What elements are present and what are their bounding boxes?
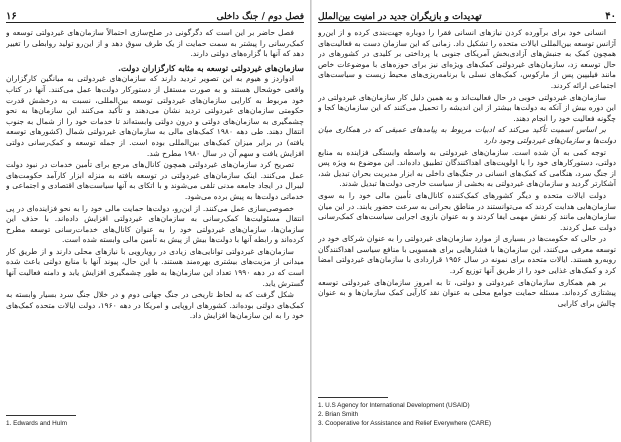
- footnote-rule: [318, 397, 388, 398]
- left-page-body: [6, 28, 304, 322]
- right-page: [318, 0, 616, 442]
- paragraph: در حالی که حکومت‌ها در بسیاری از موارد سازمان‌های غیردولتی را به عنوان شرکای خود در توسعه معرفی می‌کنند، این سازمان‌ها با فشارهایی برای همسویی با منافع سیاسی اهداکنندگان روبه‌رو هستند. ایالات متحده برای نمونه در سال ۱۹۵۶ قراردادی با سازمان‌های غیردولتی امضا کرد و کمک‌های غذایی خود را از طریق آنها توزیع کرد.: [318, 234, 616, 276]
- page-number: ۱۶: [6, 11, 17, 22]
- footnote-rule: [6, 415, 76, 416]
- running-title: فصل دوم / جنگ داخلی: [216, 12, 304, 22]
- section-heading: سازمان‌های غیردولتی توسعه به مثابه کارگزاران دولت.: [118, 62, 304, 73]
- right-page-body: [318, 28, 616, 309]
- page-number: ۴۰: [605, 11, 616, 22]
- footnote: 1. U.S Agency for International Development (USAID): [318, 402, 470, 409]
- footnote: 1. Edwards and Hulm: [6, 420, 68, 427]
- paragraph: بر اساس اسمیت تأکید می‌کند که ادبیات مربوط به پیامدهای عمیقی که در همکاری میان دولت‌ها و سازمان‌های غیردولتی وجود دارد: [318, 125, 616, 145]
- paragraph: سازمان‌های غیردولتی خوبی در حال فعالیت‌اند و به همین دلیل کار سازمان‌های غیردولتی در این دوره بیش از آنکه به دولت‌ها بیشتر از این اندیشه را تحمیل می‌کنند که این سازمان‌ها کجا و چگونه فعالیت خود را انجام دهند.: [318, 92, 616, 123]
- paragraph: بر هم همکاری سازمان‌های غیردولتی و دولتی، تا به امروز سازمان‌های غیردولتی توسعه پیشتازی کرده‌اند. مسئله حمایت جوامع محلی به عنوان نقد کارآیی کمک سازمان‌ها و به عنوان چالش برای کارایی: [318, 277, 616, 308]
- book-gutter: [310, 0, 312, 442]
- footnote: 3. Cooperative for Assistance and Relief Everywhere (CARE): [318, 420, 491, 427]
- paragraph: انسانی خود برای برآورده کردن نیازهای انسانی فقرا را دوباره جهت‌بندی کرده و از این‌رو آژانس توسعه بین‌المللی ایالات متحده را تشکیل داد. زمانی که این سازمان دست به فعالیت‌های همچون کمک به جنبش‌های آزادی‌بخش آمریکای جنوبی یا پرداختی بر کلیدی در کشورهای در حال توسعه زد، سازمان‌های غیردولتی کمک‌های ویژه‌ای نیز برای حوزه‌های با موضوعات خاص مانند فیلیپین پس از مارکوس، کمک‌های نسلی یا برنامه‌ریزی‌های محیط زیست و سیاست‌های اجتماعی ارائه کردند.: [318, 28, 616, 90]
- left-page: [6, 0, 304, 442]
- paragraph: خصوصی‌سازی عمل می‌کنند. از این‌رو، دولت‌ها حمایت مالی خود را به نحو فزاینده‌ای در پی انتقال مسئولیت‌ها کمک‌رسانی به سازمان‌های غیردولتی افزایش داده‌اند. با حذف این سازمان‌ها، سازمان‌های غیردولتی خود را به عنوان کانال‌های خدمات‌رسانی توسعه مطرح کرده‌اند و رابطه آنها با دولت‌ها بیش از پیش به تأمین مالی وابسته شده است.: [6, 203, 304, 245]
- paragraph: سازمان‌های غیردولتی توانایی‌های زیادی در رویارویی با نیازهای محلی دارند و از طریق کار میدانی از مزیت‌های بیشتری بهره‌مند هستند. با این حال، پیوند آنها با منابع دولتی باعث شده است که در دهه ۱۹۹۰ تعداد این سازمان‌ها به طور چشمگیری افزایش یابد و دامنه فعالیت آنها گسترش یابد.: [6, 246, 304, 288]
- paragraph: شکل گرفت که به لحاظ تاریخی در جنگ جهانی دوم و در خلال جنگ سرد بسیار وابسته به کمک‌های دولتی بوده‌اند. کشورهای اروپایی و امریکا در دهه ۱۹۶۰، دولت ایالات متحده کمک‌های خود را به این سازمان‌ها افزایش داد.: [6, 290, 304, 321]
- paragraph: توجه کمی به آن شده است. سازمان‌های غیردولتی به واسطه وابستگی فزاینده به منابع دولتی، دستورکارهای خود را با اولویت‌های اهداکنندگان تطبیق داده‌اند. این موضوع به ویژه پس از جنگ سرد، هنگامی که کمک‌های انسانی در جنگ‌های داخلی به ابزار مدیریت بحران تبدیل شد، آشکارتر گردید و سازمان‌های غیردولتی به بخشی از سیاست خارجی دولت‌ها تبدیل شدند.: [318, 147, 616, 189]
- right-page-header: [318, 6, 616, 23]
- running-title: تهدیدات و بازیگران جدید در امنیت بین‌الملل: [318, 12, 482, 22]
- paragraph: دولت ایالات متحده و دیگر کشورهای کمک‌کننده کانال‌های تأمین مالی خود را به سوی سازمان‌هایی هدایت کردند که می‌توانستند در مناطق بحرانی به سرعت حضور یابند. در این میان سازمان‌هایی مانند کِر نقش مهمی ایفا کردند و به عنوان بازوی اجرایی سیاست‌های کمک‌رسانی دولت عمل کردند.: [318, 190, 616, 232]
- footnotes: [318, 397, 616, 428]
- paragraph: فصل حاضر بر این است که دگرگونی در صلح‌سازی احتمالاً سازمان‌های غیردولتی توسعه و کمک‌رسانی را پیشتر به سمت حمایت از یک طرف سوق دهد و از این‌رو تولید روابطی را تغییر دهد که آنها با گزاره‌های دولتی دارند.: [6, 28, 304, 59]
- left-page-header: [6, 6, 304, 23]
- paragraph: ادواردز و هیوم به این تصویر تردید دارند که سازمان‌های غیردولتی به میانگین کارگزاران واقعی خوشحال هستند و به صورت مستقل از دستورکار دولت‌ها عمل می‌کنند. آنها در کتاب خود مربوط به کارایی سازمان‌های غیردولتی توسعه بین‌المللی، نسبت به درخشش قدرت حکومتی سازمان‌های غیردولتی تردید نشان می‌دهند و تأکید می‌کنند این سازمان‌ها به نحو چشمگیری به سازمان‌های دولتی و درون دولتی وابسته‌اند تا خدمات خود را از شمال به جنوب انتقال دهند. طی دهه ۱۹۸۰ کمک‌های مالی به سازمان‌های غیردولتی شمال (کشورهای توسعه یافته) در برابر میزان کمک‌های بین‌المللی بوده است. از جمله توسعه و کمک‌رسانی دولتی افزایش یافت و سهم آن در سال ۱۹۸۰ مطرح شد.: [6, 74, 304, 158]
- paragraph: تصریح کرد سازمان‌های غیردولتی همچون کانال‌های مرجع برای تأمین خدمات در نبود دولت عمل می‌کنند. اینک سازمان‌های غیردولتی در توسعه بافته به منزله ابزار کارآمد حکومت‌های لیبرال در ایجاد جامعه مدنی تلقی می‌شوند و با اتکای به آنها سیاست‌های اقتصادی و اجتماعی و خدماتی دولت‌ها به پیش برده می‌شود.: [6, 160, 304, 201]
- footnotes: [6, 415, 304, 428]
- footnote: 2. Brian Smith: [318, 411, 359, 418]
